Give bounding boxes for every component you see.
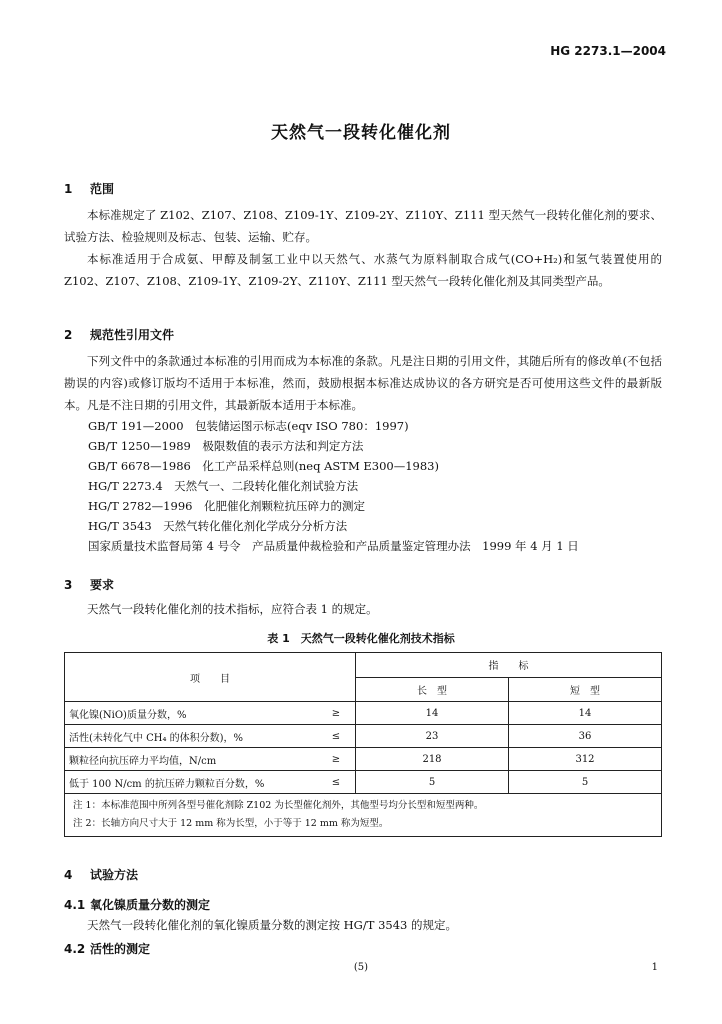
spec-table	[64, 652, 662, 837]
row-short-value: 14	[509, 702, 662, 725]
reference-item: GB/T 6678—1986 化工产品采样总则(neq ASTM E300—1983)	[88, 459, 439, 473]
table-header-row	[65, 653, 662, 678]
spec-table-wrapper	[64, 652, 662, 837]
table-row	[65, 702, 662, 725]
reference-item: HG/T 3543 天然气转化催化剂化学成分分析方法	[88, 519, 348, 533]
section-1-paragraph-2: 本标准适用于合成氨、甲醇及制氢工业中以天然气、水蒸气为原料制取合成气(CO+H₂)和氢气装置使用的 Z102、Z107、Z108、Z109-1Y、Z109-2Y、Z110Y、Z111 型天然气一段转化催化剂及其同类型产品。	[64, 252, 662, 288]
section-title: 范围	[90, 182, 115, 196]
table-caption: 表 1 天然气一段转化催化剂技术指标	[267, 632, 455, 645]
section-1-heading	[64, 180, 114, 197]
section-number: 2	[64, 328, 73, 342]
standard-code: HG 2273.1—2004	[550, 44, 666, 58]
subsection-4-2-heading	[64, 940, 150, 957]
section-4-heading	[64, 866, 138, 883]
reference-item: 国家质量技术监督局第 4 号令 产品质量仲裁检验和产品质量鉴定管理办法 1999 年 4 月 1 日	[88, 539, 579, 553]
section-number: 4	[64, 868, 73, 882]
row-short-value: 312	[509, 748, 662, 771]
reference-list	[88, 416, 668, 556]
table-note-2: 注 2：长轴方向尺寸大于 12 mm 称为长型，小于等于 12 mm 称为短型。	[73, 818, 389, 829]
section-1-paragraph-1: 本标准规定了 Z102、Z107、Z108、Z109-1Y、Z109-2Y、Z110Y、Z111 型天然气一段转化催化剂的要求、试验方法、检验规则及标志、包装、运输、贮存。	[64, 208, 662, 244]
row-long-value: 5	[356, 771, 509, 794]
row-item: 活性(未转化气中 CH₄ 的体积分数)，%	[65, 725, 318, 748]
table-notes	[65, 794, 662, 837]
section-3-heading	[64, 576, 114, 593]
table-note-1: 注 1：本标准范围中所列各型号催化剂除 Z102 为长型催化剂外，其他型号均分长型和短型两种。	[73, 800, 484, 811]
section-2-heading	[64, 326, 174, 343]
row-item: 氧化镍(NiO)质量分数，%	[65, 702, 318, 725]
subsection-4-1-heading	[64, 896, 210, 913]
subsection-title: 氧化镍质量分数的测定	[90, 898, 211, 912]
section-number: 1	[64, 182, 73, 196]
page-number-center: (5)	[353, 962, 369, 973]
row-short-value: 5	[509, 771, 662, 794]
document-title: 天然气一段转化催化剂	[271, 123, 451, 143]
section-title: 试验方法	[90, 868, 139, 882]
row-item: 低于 100 N/cm 的抗压碎力颗粒百分数，%	[65, 771, 318, 794]
subsection-4-1-text: 天然气一段转化催化剂的氧化镍质量分数的测定按 HG/T 3543 的规定。	[87, 918, 457, 932]
reference-item: HG/T 2782—1996 化肥催化剂颗粒抗压碎力的测定	[88, 499, 365, 513]
table-notes-row	[65, 794, 662, 837]
table-row	[65, 748, 662, 771]
row-long-value: 23	[356, 725, 509, 748]
row-operator: ≤	[317, 725, 356, 748]
reference-item: GB/T 191—2000 包装储运图示标志(eqv ISO 780：1997)	[88, 419, 409, 433]
subsection-number: 4.1	[64, 898, 86, 912]
page-number-right: 1	[651, 962, 658, 973]
subsection-title: 活性的测定	[90, 942, 151, 956]
section-2-intro: 下列文件中的条款通过本标准的引用而成为本标准的条款。凡是注日期的引用文件，其随后所有的修改单(不包括勘误的内容)或修订版均不适用于本标准，然而，鼓励根据本标准达成协议的各方研究是否可使用这些文件的最新版本。凡是不注日期的引用文件，其最新版本适用于本标准。	[64, 354, 662, 412]
header-item: 项 目	[65, 653, 356, 702]
row-item: 颗粒径向抗压碎力平均值，N/cm	[65, 748, 318, 771]
header-long: 长 型	[356, 677, 509, 702]
table-row	[65, 771, 662, 794]
section-title: 规范性引用文件	[90, 328, 175, 342]
reference-item: GB/T 1250—1989 极限数值的表示方法和判定方法	[88, 439, 364, 453]
row-long-value: 218	[356, 748, 509, 771]
row-operator: ≥	[317, 748, 356, 771]
header-index: 指 标	[356, 653, 662, 678]
section-number: 3	[64, 578, 73, 592]
section-3-text: 天然气一段转化催化剂的技术指标，应符合表 1 的规定。	[87, 602, 378, 616]
reference-item: HG/T 2273.4 天然气一、二段转化催化剂试验方法	[88, 479, 359, 493]
header-short: 短 型	[509, 677, 662, 702]
row-operator: ≥	[317, 702, 356, 725]
row-operator: ≤	[317, 771, 356, 794]
row-long-value: 14	[356, 702, 509, 725]
table-row	[65, 725, 662, 748]
section-title: 要求	[90, 578, 115, 592]
row-short-value: 36	[509, 725, 662, 748]
subsection-number: 4.2	[64, 942, 86, 956]
